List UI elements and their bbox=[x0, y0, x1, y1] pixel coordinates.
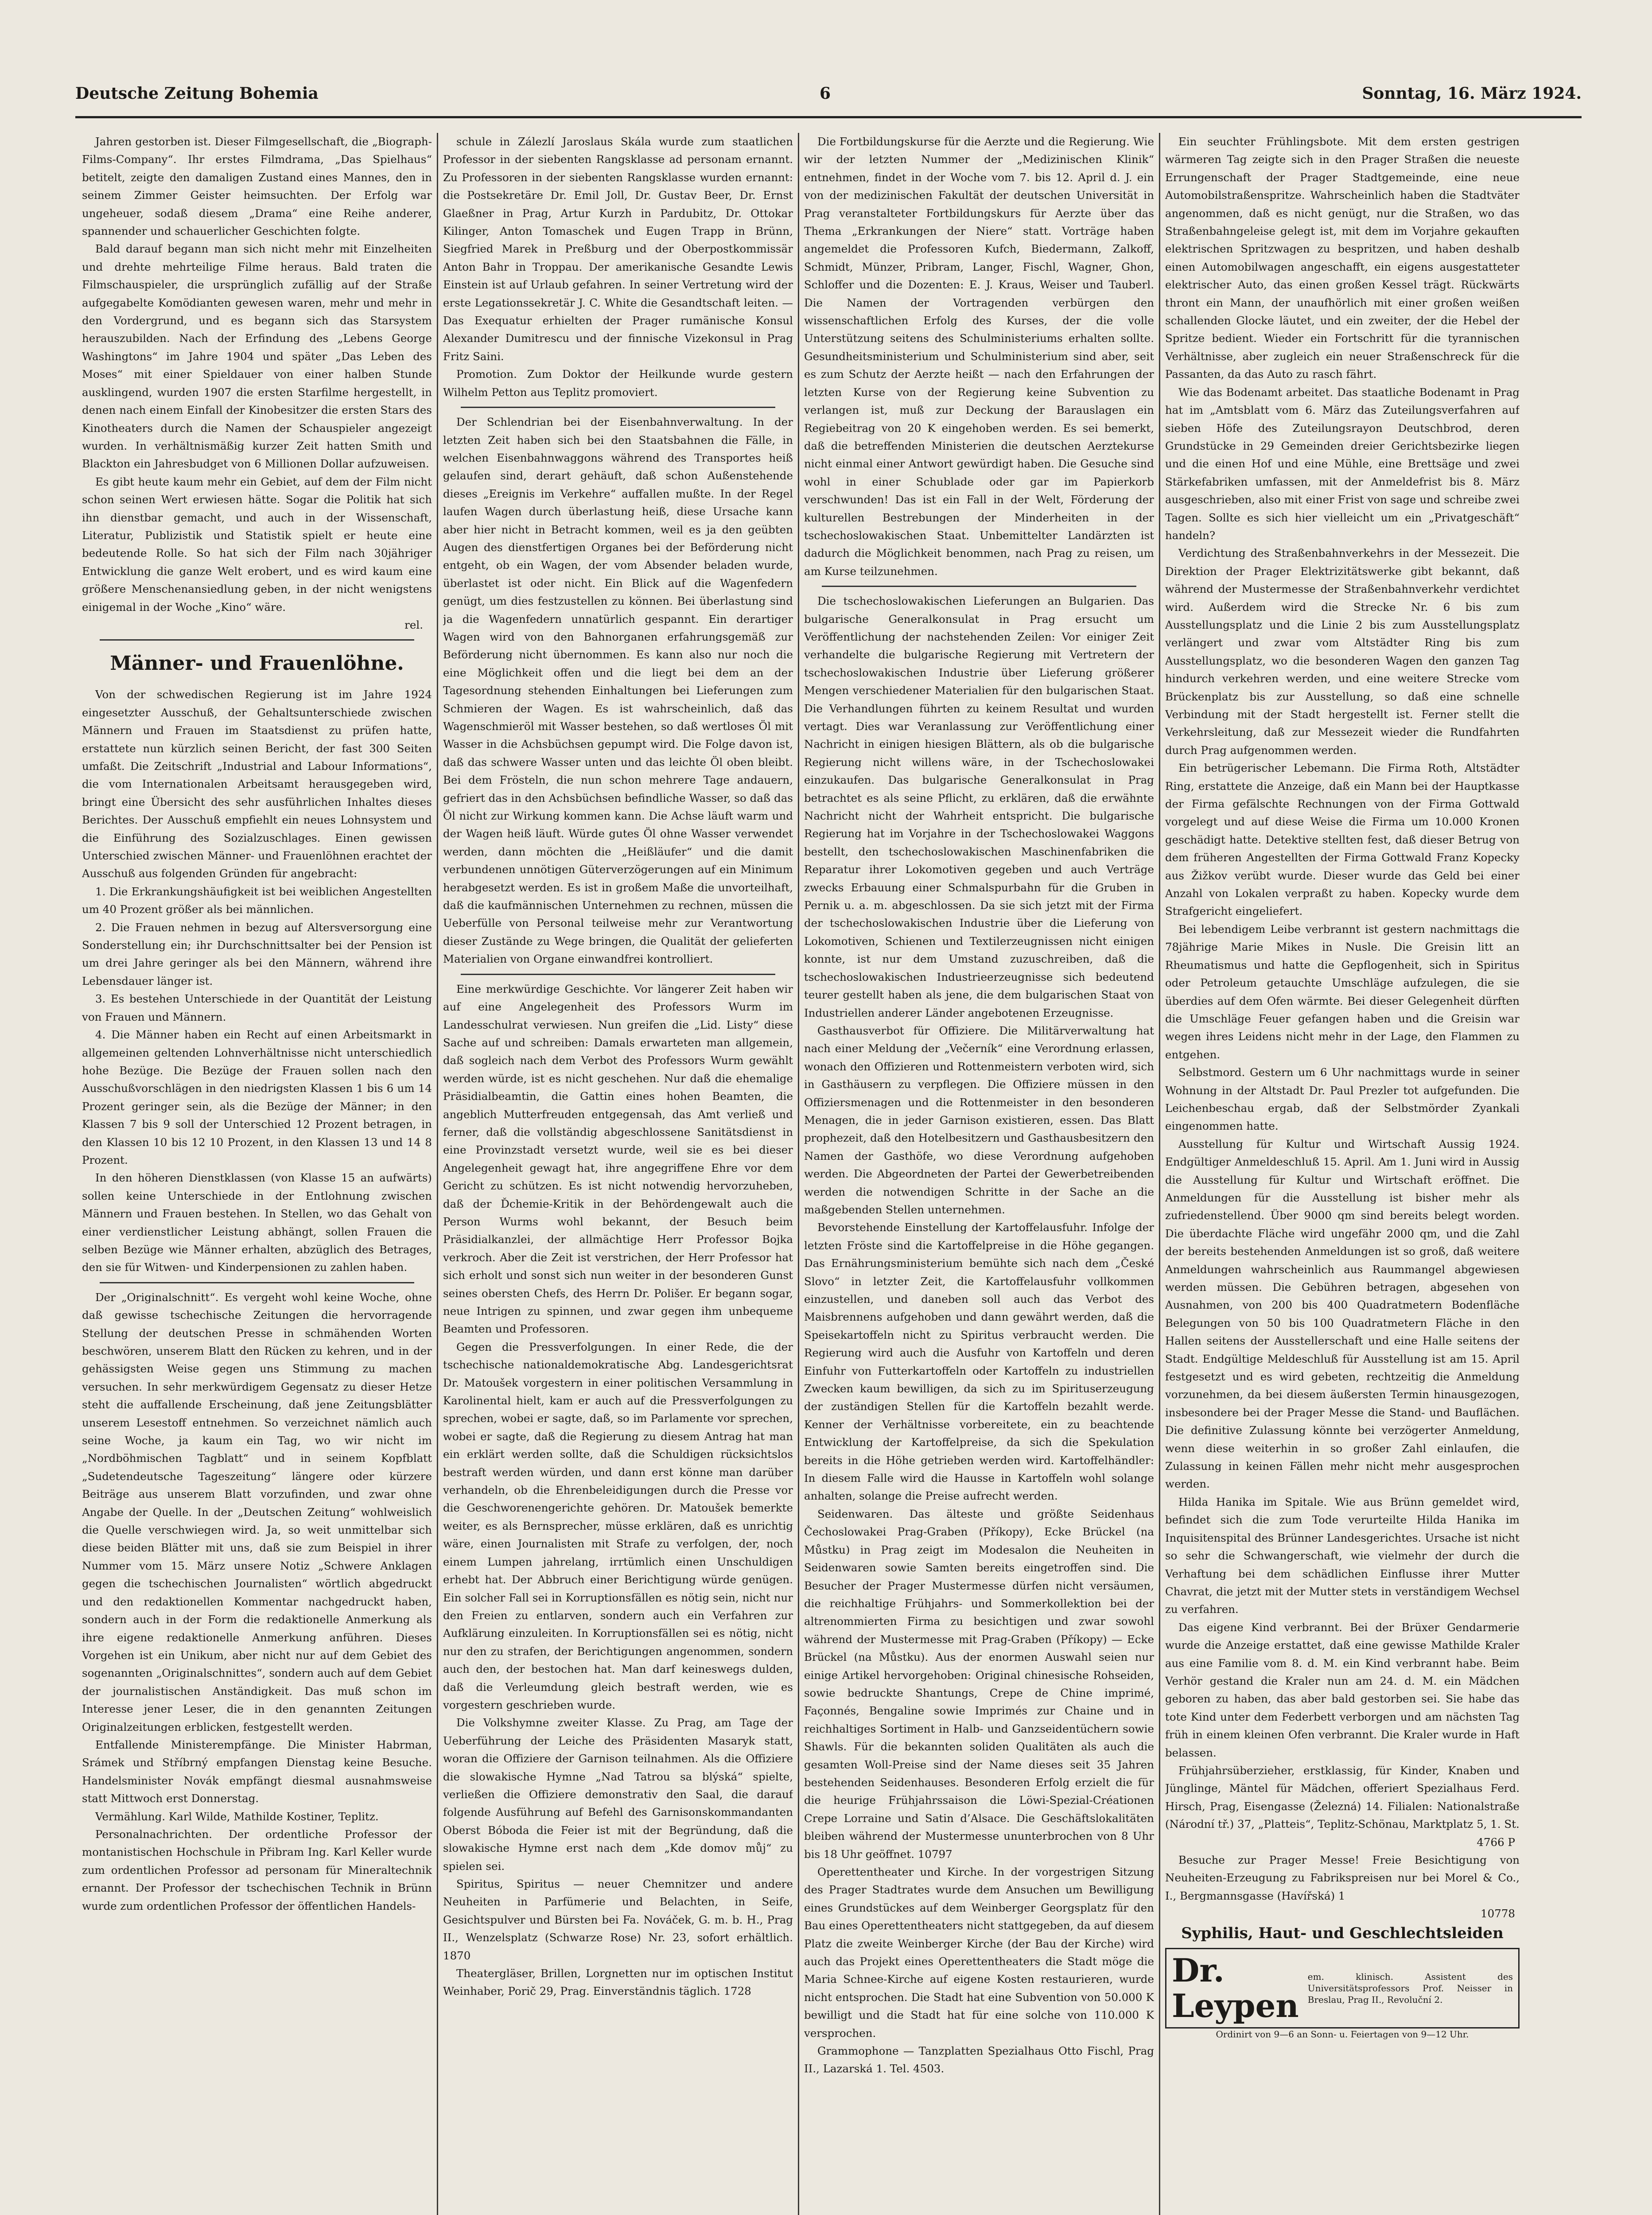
section-title: Männer- und Frauenlöhne. bbox=[110, 652, 404, 675]
article-wages-point-2: 2. Die Frauen nehmen in bezug auf Altersversorgung eine Sonderstellung ein; ihr Durchschnittsalter bei der Pension ist um drei Jahre geringer als bei den Männern, während ihre Lebensdauer länger ist. bbox=[82, 921, 432, 987]
ad-silk: Seidenwaren. Das älteste und größte Seidenhaus Čechoslowakei Prag-Graben (Příkopy), Ecke Brückel (na Můstku) in Prag zeigt im Modesalon die Neuheiten in Seidenwaren sowie Samten bereits eingetroffen sind. Die Besucher der Prager Mustermesse dürfen nicht versäumen, die reichhaltige Frühjahrs- und Sommerkollektion bei der altrenommierten Firma zu besichtigen und zwar sowohl während der Mustermesse mit Prag-Graben (Příkopy) — Ecke Brückel (na Můstku). Aus der enormen Auswahl seien nur einige Artikel hervorgehoben: Original chinesische Rohseiden, sowie bedruckte Shantungs, Crepe de Chine imprimé, Façonnés, Bengaline sowie Imprimés zur Chaine und in reichhaltiges Sortiment in Halb- und Ganzseidentüchern sowie Shawls. Für die bekannten soliden Qualitäten als auch die gesamten Woll-Preise sind der Name dieses seit 35 Jahren bestehenden Seidenhauses. Besonderen Erfolg erzielt die für die heurige Frühjahrssaison die Löwi-Spezial-Créationen Crepe Lorraine und Satin d’Alsace. Die Geschäftslokalitäten bleiben während der Mustermesse ununterbrochen von 8 Uhr bis 18 Uhr geöffnet. 10797 bbox=[804, 1507, 1154, 1861]
issue-date: Sonntag, 16. März 1924. bbox=[1362, 84, 1582, 103]
article-railway: Der Schlendrian bei der Eisenbahnverwaltung. In der letzten Zeit haben sich bei den Staatsbahnen die Fälle, in welchen Eisenbahnwaggons während des Transportes heiß gelaufen sind, derart gehäuft, daß schon Außenstehende dieses „Ereignis im Verkehre“ auffallen mußte. In der Regel laufen Wagen durch überlastung heiß, diese Ursache kann aber hier nicht in Betracht kommen, weil es ja den geübten Augen des dienstfertigen Organes bei der Beförderung nicht entgeht, ob ein Wagen, der vom Absender beladen wurde, überlastet ist oder nicht. Ein Blick auf die Wagenfedern genügt, um dies festzustellen zu können. Bei überlastung sind ja die Wagenfedern unnatürlich gespannt. Ein derartiger Wagen wird von den Bahnorganen erfahrungsgemäß zur Beförderung nicht übernommen. Es kann also nur noch die eine Möglichkeit offen und die liegt bei dem an der Tagesordnung stehenden Einhaltungen bei Lieferungen zum Schmieren der Wagen. Es ist wahrscheinlich, daß das Wagenschmieröl mit Wasser bestehen, so daß wertloses Öl mit Wasser in die Achsbüchsen gepumpt wird. Die Folge davon ist, daß das schwere Wasser unten und das leichte Öl oben bleibt. Bei dem Frösteln, die nun schon mehrere Tage andauern, gefriert das in den Achsbüchsen befindliche Wasser, so daß das Öl nicht zur Wirkung kommen kann. Die Achse läuft warm und der Wagen heiß läuft. Würde gutes Öl ohne Wasser verwendet werden, dann möchten die „Heißläufer“ und die damit verbundenen unnötigen Güterverzögerungen auf ein Minimum herabgesetzt werden. Es ist in großem Maße die unvorteilhaft, daß die kaufmännischen Unternehmen zu rechnen, müssen die Ueberfülle von Personal teilweise mehr zur Verantwortung dieser Zustände zu Wege bringen, die Qualität der gelieferten Materialien von Organe einwandfrei kontrolliert. bbox=[443, 416, 793, 966]
article-personnel: Personalnachrichten. Der ordentliche Professor der montanistischen Hochschule in Přibram Ing. Karl Keller wurde zum ordentlichen Professor ad personam für Mineraltechnik ernannt. Der Professor der tschechischen Technik in Brünn wurde zum ordentlichen Professor der öffentlichen Handels- bbox=[82, 1827, 432, 1912]
section-rule bbox=[461, 974, 775, 975]
column-divider bbox=[798, 133, 799, 2215]
article-potatoes: Bevorstehende Einstellung der Kartoffelausfuhr. Infolge der letzten Fröste sind die Kartoffelpreise in die Höhe gegangen. Das Ernährungsministerium bemühte sich nach dem „České Slovo“ in letzter Zeit, die Kartoffelausfuhr vollkommen einzustellen, und daneben soll auch das Verbot des Maisbrennens aufgehoben und dann gewährt werden, daß die Speisekartoffeln nicht zu Spiritus verbraucht werden. Die Regierung wird auch die Ausfuhr von Kartoffeln und deren Einfuhr von Futterkartoffeln oder Kartoffeln zu industriellen Zwecken kaum bewilligen, da sich zu im Spirituserzeugung der zuständigen Stellen für die Kartoffeln bezahlt werde. Kenner der Verhältnisse vorbereitete, ein zu beachtende Entwicklung der Kartoffelpreise, da sich die Spekulation bereits in die Höhe getrieben werden wird. Kartoffelhändler: In diesem Falle wird die Hausse in Kartoffeln wohl solange anhalten, solange die Preise aufrecht werden. bbox=[804, 1221, 1154, 1503]
ad-doctor-hours: Ordinirt von 9—6 an Sonn- u. Feiertagen von 9—12 Uhr. bbox=[1216, 2028, 1469, 2040]
ad-fair: Besuche zur Prager Messe! Freie Besichtigung von Neuheiten-Erzeugung zu Fabrikspreisen nur bei Morel & Co., I., Bergmannsgasse (Havířská) 1 bbox=[1165, 1854, 1520, 1902]
article-press: Gegen die Pressverfolgungen. In einer Rede, die der tschechische nationaldemokratische Abg. Landesgerichtsrat Dr. Matoušek vorgestern in einer politischen Versammlung in Karolinental hielt, kam er auch auf die Pressverfolgungen zu sprechen, wobei er sagte, daß, so im Parlamente vor sprechen, wobei er sagte, daß die Regierung zu diesem Antrag hat man ein erklärt werden sollte, daß die Schuldigen rücksichtslos bestraft werden würden, und dann erst könne man darüber verhandeln, ob die Ehrenbeleidigungen durch die Presse vor die Geschworenengerichte gehören. Dr. Matoušek bemerkte weiter, es als Bernsprecher, müsse erklären, daß es unrichtig wäre, einen Journalisten mit Strafe zu verfolgen, der, noch einem Lumpen jahrelang, irrtümlich einen Unschuldigen erhebt hat. Der Abbruch einer Berichtigung würde genügen. Ein solcher Fall sei in Korruptionsfällen es nötig sein, nicht nur den Freien zu entlarven, sondern auch ein Verfahren zur Aufklärung einzuleiten. In Korruptionsfällen sei es nötig, nicht nur den zu strafen, der Berichtigungen angenommen, sondern auch den, der bestochen hat. Man darf keineswegs dulden, daß die Verleumdung gleich bestraft werden, wie es vorgestern geschrieben wurde. bbox=[443, 1340, 793, 1711]
article-wages-end: In den höheren Dienstklassen (von Klasse 15 an aufwärts) sollen keine Unterschiede in der Entlohnung zwischen Männern und Frauen bestehen. In Stellen, wo das Gehalt von einer verdienstlicher Leistung abhängt, sollen Frauen die selben Bezüge wie Männer erhalten, abzüglich des Betrages, den sie für Witwen- und Kinderpensionen zu zahlen haben. bbox=[82, 1171, 432, 1274]
article-anthem: Die Volkshymne zweiter Klasse. Zu Prag, am Tage der Ueberführung der Leiche des Präsidenten Masaryk statt, woran die Offiziere der Garnison teilnahmen. Als die Offiziere die slowakische Hymne „Nad Tatrou sa blýská“ spielte, verließen die Offiziere demonstrativ den Saal, die darauf folgende Ausführung auf Befehl des Garnisonskommandanten Oberst Bóboda die Feier ist mit der Begründung, daß die slowakische Hymne erst nach dem „Kde domov můj“ zu spielen sei. bbox=[443, 1716, 793, 1873]
article-wages: Von der schwedischen Regierung ist im Jahre 1924 eingesetzter Ausschuß, der Gehaltsunterschiede zwischen Männern und Frauen im Staatsdienst zu prüfen hatte, erstattete nun kürzlich seinen Bericht, der fast 300 Seiten umfaßt. Die Zeitschrift „Industrial and Labour Informations“, die vom Internationalen Arbeitsamt herausgegeben wird, bringt eine Übersicht des sehr ausführlichen Inhaltes dieses Berichtes. Der Ausschuß empfiehlt ein neues Lohnsystem und die Einführung des Sozialzuschlages. Einen gewissen Unterschied zwischen Männer- und Frauenlöhnen erachtet der Ausschuß aus folgenden Gründen für angebracht: bbox=[82, 688, 432, 880]
newspaper-name: Deutsche Zeitung Bohemia bbox=[75, 84, 319, 103]
article-film-history-3: Es gibt heute kaum mehr ein Gebiet, auf dem der Film nicht schon seinen Wert erwiesen hätte. Sogar die Politik hat sich ihn dienstbar gemacht, und auch in der Wissenschaft, Literatur, Publizistik und Statistik spielt er heute eine bedeutende Rolle. So hat sich der Film nach 30jähriger Entwicklung die ganze Welt erobert, und es wird kaum eine größere Menschenansiedlung geben, in der nicht wenigstens einigemal in der Woche „Kino“ wäre. bbox=[82, 475, 432, 614]
section-rule bbox=[822, 586, 1136, 587]
article-land-office: Wie das Bodenamt arbeitet. Das staatliche Bodenamt in Prag hat im „Amtsblatt vom 6. März das Zuteilungsverfahren auf sieben Höfe des Zuteilungsrayon Deutschbrod, deren Grundstücke in 29 Gemeinden dreier Gerichtsbezirke liegen und die einen Hof und eine Mühle, eine Brettsäge und zwei Stärkefabriken umfassen, mit der Anmeldefrist bis 8. März ausgeschrieben, also mit einer Frist von sage und schreibe zwei Tagen. Sollte es sich hier vielleicht um ein „Privatgeschäft“ handeln? bbox=[1165, 385, 1520, 542]
ad-doctor-name: Dr. Leypen bbox=[1172, 1951, 1299, 2025]
article-film-history: Jahren gestorben ist. Dieser Filmgesellschaft, die „Biograph-Films-Company“. Ihr erstes Filmdrama, „Das Spielhaus“ betitelt, zeigte den damaligen Zustand eines Mannes, den in seinem Zimmer Geister heimsuchten. Der Erfolg war ungeheuer, sodaß diesem „Drama“ eine Reihe anderer, spannender und schauerlicher Geschichten folgte. bbox=[82, 135, 432, 238]
article-hanika: Hilda Hanika im Spitale. Wie aus Brünn gemeldet wird, befindet sich die zum Tode verurteilte Hilda Hanika im Inquisitenspital des Brünner Landesgerichtes. Ursache ist nicht so sehr die Schwangerschaft, wie vielmehr der durch die Verhaftung bei dem schädlichen Einflusse ihrer Mutter Chavrat, die jetzt mit der Mutter stets in verständigem Wechsel zu verfahren. bbox=[1165, 1495, 1520, 1616]
author-signature: rel. bbox=[404, 618, 423, 631]
column-1 bbox=[82, 133, 432, 2215]
page-header bbox=[75, 80, 1582, 111]
article-tram: Verdichtung des Straßenbahnverkehrs in der Messezeit. Die Direktion der Prager Elektrizitätswerke gibt bekannt, daß während der Mustermesse der Straßenbahnverkehr verdichtet wird. Außerdem wird die Strecke Nr. 6 bis zum Ausstellungsplatz und die Linie 2 bis zum Ausstellungsplatz verlängert und zwar vom Altstädter Ring bis zum Ausstellungsplatz, wo die besonderen Wagen den ganzen Tag hindurch verkehren werden, und eine weitere Strecke vom Brückenplatz bis zur Ausstellung, so daß eine schnelle Verbindung mit der Stadt hergestellt ist. Ferner stellt die Verkehrsleitung, daß zur Messezeit wieder die Rundfahrten durch Prag aufgenommen werden. bbox=[1165, 547, 1520, 757]
article-promotion: Promotion. Zum Doktor der Heilkunde wurde gestern Wilhelm Petton aus Teplitz promoviert. bbox=[443, 368, 793, 399]
ad-gramophone: Grammophone — Tanzplatten Spezialhaus Otto Fischl, Prag II., Lazarská 1. Tel. 4503. bbox=[804, 2044, 1154, 2075]
ad-doctor-details: em. klinisch. Assistent des Universitätsprofessors Prof. Neisser in Breslau, Prag II., Revoluční 2. bbox=[1307, 1971, 1513, 2005]
article-fraud: Ein betrügerischer Lebemann. Die Firma Roth, Altstädter Ring, erstattete die Anzeige, daß ein Mann bei der Hauptkasse der Firma gefälschte Rechnungen von der Firma Gottwald vorgelegt und auf diese Weise die Firma um 10.000 Kronen geschädigt hatte. Detektive stellten fest, daß dieser Betrug von dem früheren Angestellten der Firma Gottwald Franz Kopecky aus Žižkov verübt wurde. Dieser wurde das Geld bei einer Anzahl von Lokalen verpraßt zu haben. Kopecky wurde dem Strafgericht eingeliefert. bbox=[1165, 762, 1520, 918]
article-story: Eine merkwürdige Geschichte. Vor längerer Zeit haben wir auf eine Angelegenheit des Professors Wurm im Landesschulrat verwiesen. Nun greifen die „Lid. Listy“ diese Sache auf und schreiben: Damals erwarteten man allgemein, daß sogleich nach dem Verbot des Professors Wurm gewählt werden würde, ist es nicht geschehen. Nur daß die ehemalige Präsidialbeamtin, die Gattin eines hohen Beamten, die angeblich Mutterfreuden entgegensah, das Amt verließ und ferner, daß die vollständig abgeschlossene Sanitätsdienst in eine Provinzstadt versetzt wurde, weil sie es bei dieser Angelegenheit gewagt hat, ihre angegriffene Ehre vor dem Gericht zu schützen. Es ist nicht notwendig hervorzuheben, daß der Ďchemie-Kritik in der Behördengewalt auch die Person Wurms wohl bekannt, der Besuch beim Präsidialkanzlei, der allmächtige Herr Professor Bojka verkroch. Aber die Zeit ist verstrichen, der Herr Professor hat sich erholt und sonst sich nun weiter in der besonderen Gunst seines obersten Chefs, des Herrn Dr. Polišer. Er begann sogar, neue Intrigen zu spinnen, und zwar gegen ihm unbequeme Beamten und Professoren. bbox=[443, 982, 793, 1336]
article-wedding: Vermählung. Karl Wilde, Mathilde Kostiner, Teplitz. bbox=[95, 1810, 379, 1823]
article-film-history-2: Bald darauf begann man sich nicht mehr mit Einzelheiten und drehte mehrteilige Filme heraus. Bald traten die Filmschauspieler, die ursprünglich zufällig auf der Straße aufgegabelte Komödianten gewesen waren, mehr und mehr in den Vordergrund, und es begann sich das Starsystem herauszubilden. Nach der Erfindung des „Lebens George Washingtons“ im Jahre 1904 und später „Das Leben des Moses“ mit einer Spieldauer von einer halben Stunde ausklingend, wurden 1907 die ersten Starfilme hergestellt, in denen nach einem Einfall der Kinobesitzer die ersten Stars des Kinotheaters durch die Namen der Schauspieler angezeigt wurden. In verhältnismäßig kurzer Zeit hatten Smith und Blackton ein Jahresbudget von 6 Millionen Dollar aufzuweisen. bbox=[82, 242, 432, 470]
article-medical-courses: Die Fortbildungskurse für die Aerzte und die Regierung. Wie wir der letzten Nummer der „Medizinischen Klinik“ entnehmen, findet in der Woche vom 7. bis 12. April d. J. ein von der medizinischen Fakultät der deutschen Universität in Prag veranstalteter Fortbildungskurs für Aerzte über das Thema „Erkrankungen der Niere“ statt. Vorträge haben angemeldet die Professoren Kufch, Biedermann, Zalkoff, Schmidt, Münzer, Pribram, Langer, Fischl, Wagner, Ghon, Schloffer und die Dozenten: E. J. Kraus, Weiser und Tauberl. Die Namen der Vortragenden verbürgen den wissenschaftlichen Erfolg des Kurses, der die volle Unterstützung seitens des Schulministeriums erhalten sollte. Gesundheitsministerium und Schulministerium sind aber, seit es zum Schutz der Aerzte heißt — nach den Erfahrungen der letzten Kurse von der Regierung keine Subvention zu verlangen ist, muß zur Deckung der Barauslagen ein Regiebeitrag von 20 K eingehoben werden. Es sei bemerkt, daß die betreffenden Ministerien die deutschen Aerztekurse nicht einmal einer Antwort gewürdigt haben. Die Gesuche sind wohl in einer Schublade oder gar im Papierkorb verschwunden! Das ist ein Fall in der Welt, Förderung der kulturellen Bestrebungen der Minderheiten in der tschechoslowakischen Staat. Unbemittelter Landärzten ist dadurch die Möglichkeit benommen, nach Prag zu reisen, um am Kurse teilzunehmen. bbox=[804, 135, 1154, 578]
section-rule bbox=[100, 1282, 414, 1283]
article-child: Das eigene Kind verbrannt. Bei der Brüxer Gendarmerie wurde die Anzeige erstattet, daß eine gewisse Mathilde Kraler aus eine Familie vom 8. d. M. ein Kind verbrannt habe. Beim Verhör gestand die Kraler nun am 24. d. M. ein Mädchen geboren zu haben, das aber bald gestorben sei. Sie habe das tote Kind unter dem Federbett verborgen und am nächsten Tag früh in einem kleinen Ofen verbrannt. Die Kraler wurde in Haft belassen. bbox=[1165, 1620, 1520, 1759]
section-rule bbox=[100, 639, 414, 641]
article-wages-point-1: 1. Die Erkrankungshäufigkeit ist bei weiblichen Angestellten um 40 Prozent größer als bei männlichen. bbox=[82, 885, 432, 916]
header-rule bbox=[75, 116, 1582, 118]
column-2 bbox=[443, 133, 793, 2215]
article-spring: Ein seuchter Frühlingsbote. Mit dem ersten gestrigen wärmeren Tag zeigte sich in den Prager Straßen die neueste Errungenschaft der Prager Stadtgemeinde, eine neue Automobilstraßenspritze. Wahrscheinlich haben die Stadtväter angenommen, daß es nicht genügt, nur die Straßen, wo das Straßenbahngeleise gelegt ist, mit dem im Vorjahre gekauften elektrischen Spritzwagen zu bespritzen, und haben deshalb einen Automobilwagen angeschafft, ein eigens ausgestatteter elektrischer Auto, das einen großen Kessel trägt. Rückwärts thront ein Mann, der unaufhörlich mit einer großen weißen schallenden Glocke läutet, und ein zweiter, der die Hebel der Spritze bedient. Wieder ein Fortschritt für die tyrannischen Verhältnisse, aber zugleich ein neuer Straßenschreck für die Passanten, da das Auto zu rasch fährt. bbox=[1165, 135, 1520, 381]
article-officers: Gasthausverbot für Offiziere. Die Militärverwaltung hat nach einer Meldung der „Večerník“ eine Verordnung erlassen, wonach den Offizieren und Rottenmeistern verboten wird, sich in Gasthäusern zu verpflegen. Die Offiziere müssen in den Offiziersmenagen und die Rottenmeister in den besonderen Menagen, die in jeder Garnison existieren, essen. Das Blatt prophezeit, daß den Hotelbesitzern und Gasthausbesitzern den Namen der Gasthöfe, wo diese Verordnung aufgehoben werden. Die Abgeordneten der Partei der Gewerbetreibenden werden die notwendigen Schritte in der Sache an die maßgebenden Stellen unternehmen. bbox=[804, 1024, 1154, 1216]
ad-doctor-title: Syphilis, Haut- und Geschlechtsleiden bbox=[1181, 1924, 1504, 1942]
ad-doctor-box bbox=[1165, 1948, 1520, 2028]
article-suicide: Selbstmord. Gestern um 6 Uhr nachmittags wurde in seiner Wohnung in der Altstadt Dr. Paul Prezler tot aufgefunden. Die Leichenbeschau ergab, daß der Selbstmörder Zyankali eingenommen hatte. bbox=[1165, 1066, 1520, 1133]
article-wages-point-3: 3. Es bestehen Unterschiede in der Quantität der Leistung von Frauen und Männern. bbox=[82, 992, 432, 1023]
column-3 bbox=[804, 133, 1154, 2215]
ad-fair-number: 10778 bbox=[1481, 1907, 1515, 1920]
article-originalschnitt: Der „Originalschnitt“. Es vergeht wohl keine Woche, ohne daß gewisse tschechische Zeitungen die hervorragende Stellung der deutschen Presse in schmähenden Worten beschwören, unserem Blatt den Rücken zu kehren, und in der gehässigsten Weise gegen uns Stimmung zu machen versuchen. In sehr merkwürdigem Gegensatz zu dieser Hetze steht die auffallende Erscheinung, daß jene Zeitungsblätter unserem Lesestoff entnehmen. So verzeichnet nämlich auch seine Woche, ja kaum ein Tag, wo wir nicht im „Nordböhmischen Tagblatt“ und in seinem Kopfblatt „Sudetendeutsche Tageszeitung“ längere oder kürzere Beiträge aus unserem Blatt vorzufinden, und zwar ohne Angabe der Quelle. In der „Deutschen Zeitung“ wohlweislich die Quelle verschwiegen wird. Ja, so weit unmittelbar sich diese beiden Blätter mit uns, daß sie zum Beispiel in ihrer Nummer vom 15. März unsere Notiz „Schwere Anklagen gegen die tschechischen Journalisten“ wörtlich abgedruckt und den redaktionellen Kommentar nachgedruckt haben, sondern auch in der Form die redaktionelle Anmerkung als ihre eigene redaktionelle Anmerkung anführen. Dieses Vorgehen ist ein Unikum, aber nicht nur auf dem Gebiet des sogenannten „Originalschnittes“, sondern auch auf dem Gebiet der journalistischen Anständigkeit. Das muß schon im Interesse jener Leser, die in den genannten Zeitungen Originalzeitungen erblicken, festgestellt werden. bbox=[82, 1290, 432, 1733]
ad-coats-number: 4766 P bbox=[1477, 1835, 1515, 1849]
column-divider bbox=[437, 133, 438, 2215]
article-bulgaria: Die tschechoslowakischen Lieferungen an Bulgarien. Das bulgarische Generalkonsulat in Prag ersucht um Veröffentlichung der nachstehenden Zeilen: Vor einiger Zeit verhandelte die bulgarische Regierung mit Vertretern der tschechoslowakischen Industrie über Lieferung größerer Mengen verschiedener Materialien für den bulgarischen Staat. Die Verhandlungen führten zu keinem Resultat und wurden vertagt. Dies war Veranlassung zur Veröffentlichung einer Nachricht in einigen hiesigen Blättern, als ob die bulgarische Regierung nicht willens wäre, in der Tschechoslowakei einzukaufen. Das bulgarische Generalkonsulat in Prag betrachtet es als seine Pflicht, zu erklären, daß die erwähnte Nachricht nicht der Wahrheit entspricht. Die bulgarische Regierung hat im Vorjahre in der Tschechoslowakei Waggons bestellt, den tschechoslowakischen Maschinenfabriken die Reparatur ihrer Lokomotiven gegeben und auch Verträge zwecks Erbauung einer Schmalspurbahn für die Gruben in Pernik u. a. m. abgeschlossen. Da sie sich jetzt mit der Firma der tschechoslowakischen Industrie über die Lieferung von Lokomotiven, Schienen und Textilerzeugnissen nicht einigen konnte, ist nur dem Umstand zuzuschreiben, daß die tschechoslowakischen Industrieerzeugnisse sich bedeutend teurer gestellt haben als jene, die dem bulgarischen Staat von Industriellen anderer Länder angebotenen Erzeugnisse. bbox=[804, 595, 1154, 1019]
article-minister: Entfallende Ministerempfänge. Die Minister Habrman, Srámek und Stříbrný empfangen Dienstag keine Besuche. Handelsminister Novák empfängt diesmal ausnahmsweise statt Mittwoch erst Donnerstag. bbox=[82, 1738, 432, 1805]
article-personnel-cont: schule in Zálezlí Jaroslaus Skála wurde zum staatlichen Professor in der siebenten Rangsklasse ad personam ernannt. Zu Professoren in der siebenten Rangsklasse wurden ernannt: die Postsekretäre Dr. Emil Joll, Dr. Gustav Beer, Dr. Ernst Glaeßner in Prag, Artur Kurzh in Pardubitz, Dr. Ottokar Kilinger, Anton Tomaschek und Eugen Trapp in Brünn, Siegfried Marek in Preßburg und der Oberpostkommissär Anton Bahr in Troppau. Der amerikanische Gesandte Lewis Einstein ist auf Urlaub gefahren. In seiner Vertretung wird der erste Legationssekretär J. C. White die Gesandtschaft leiten. — Das Exequatur erhielten der Prager rumänische Konsul Alexander Dumitrescu und der finnische Vizekonsul in Prag Fritz Saini. bbox=[443, 135, 793, 363]
section-rule bbox=[461, 407, 775, 408]
article-operetta: Operettentheater und Kirche. In der vorgestrigen Sitzung des Prager Stadtrates wurde dem Ansuchen um Bewilligung eines Grundstückes auf dem Weinberger Georgsplatz für den Bau eines Operettentheaters nicht stattgegeben, da auf diesem Platz die zweite Weinberger Kirche (der Bau der Kirche) wird auch das Projekt eines Operettentheaters die Stadt möge die Maria Schnee-Kirche auf eigene Kosten restaurieren, wurde nicht entsprochen. Die Stadt hat eine Subvention von 50.000 K bewilligt und die Stadt hat für eine solche von 110.000 K versprochen. bbox=[804, 1865, 1154, 2040]
article-burned: Bei lebendigem Leibe verbrannt ist gestern nachmittags die 78jährige Marie Mikes in Nusle. Die Greisin litt an Rheumatismus und hatte die Gepflogenheit, sich in Spiritus oder Petroleum getauchte Umschläge aufzulegen, die sie überdies auf dem Ofen wärmte. Bei dieser Gelegenheit dürften die Umschläge Feuer gefangen haben und die Greisin war wegen ihres Leidens nicht mehr in der Lage, den Flammen zu entgehen. bbox=[1165, 922, 1520, 1061]
article-wages-point-4: 4. Die Männer haben ein Recht auf einen Arbeitsmarkt in allgemeinen geltenden Lohnverhältnisse nicht unterschiedlich hohe Bezüge. Die Bezüge der Frauen sollen nach den Ausschußvorschlägen in den niedrigsten Klassen 1 bis 6 um 14 Prozent geringer sein, als die Bezüge der Männer; in den Klassen 7 bis 9 soll der Unterschied 12 Prozent betragen, in den Klassen 10 bis 12 10 Prozent, in den Klassen 13 und 14 8 Prozent. bbox=[82, 1028, 432, 1166]
column-4 bbox=[1165, 133, 1520, 2215]
page-number: 6 bbox=[820, 84, 831, 103]
article-exhibition: Ausstellung für Kultur und Wirtschaft Aussig 1924. Endgültiger Anmeldeschluß 15. April. Am 1. Juni wird in Aussig die Ausstellung für Kultur und Wirtschaft eröffnet. Die Anmeldungen für die Ausstellung ist bisher mehr als zufriedenstellend. Über 9000 qm sind bereits belegt worden. Die überdachte Fläche wird ungefähr 2000 qm, und die Zahl der bereits bestehenden Anmeldungen ist so groß, daß weitere Anmeldungen wahrscheinlich aus Raummangel abgewiesen werden müssen. Die Gebühren betragen, abgesehen von Ausnahmen, von 200 bis 400 Quadratmetern Bodenfläche Belegungen von 50 bis 100 Quadratmetern Fläche in den Hallen seitens der Ausstellerschaft und eine Halle seitens der Stadt. Endgültige Meldeschluß für Ausstellung ist am 15. April festgesetzt und es wird gebeten, rechtzeitig die Anmeldung vorzunehmen, da bei diesem äußersten Termin hinausgezogen, insbesondere bei der Prager Messe die Stand- und Bauflächen. Die definitive Zulassung könnte bei verzögerter Anmeldung, wenn diese weiterhin in so großer Zahl einlaufen, die Zulassung in keinen Fällen mehr nicht mehr ausgesprochen werden. bbox=[1165, 1137, 1520, 1491]
column-divider bbox=[1159, 133, 1160, 2215]
ad-coats: Frühjahrsüberzieher, erstklassig, für Kinder, Knaben und Jünglinge, Mäntel für Mädchen, offeriert Spezialhaus Ferd. Hirsch, Prag, Eisengasse (Železná) 14. Filialen: Nationalstraße (Národní tř.) 37, „Platteis“, Teplitz-Schönau, Marktplatz 5, 1. St. bbox=[1165, 1764, 1520, 1831]
ad-spiritus: Spiritus, Spiritus — neuer Chemnitzer und andere Neuheiten in Parfümerie und Belachten, in Seife, Gesichtspulver und Bürsten bei Fa. Nováček, G. m. b. H., Prag II., Wenzelsplatz (Schwarze Rose) Nr. 23, sofort erhältlich. 1870 bbox=[443, 1877, 793, 1962]
ad-glasses: Theatergläser, Brillen, Lorgnetten nur im optischen Institut Weinhaber, Porič 29, Prag. Einverständnis täglich. 1728 bbox=[443, 1967, 793, 1998]
